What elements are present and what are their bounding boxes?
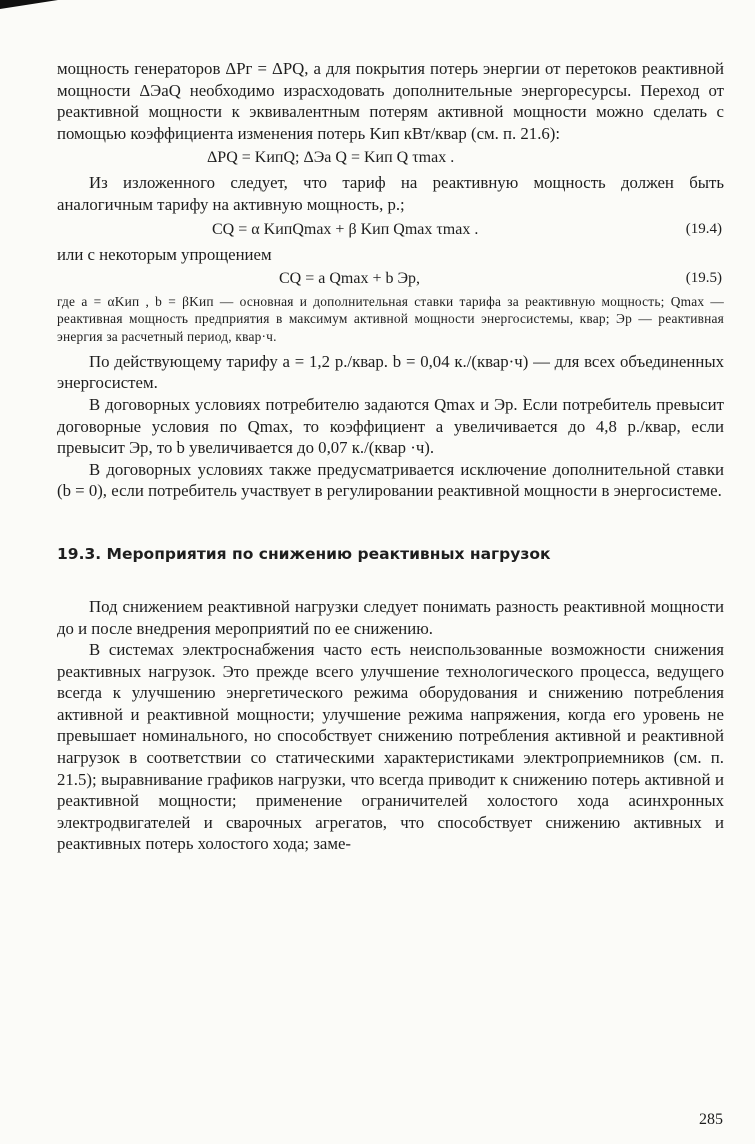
- paragraph-8: В системах электроснабжения часто есть неиспользованные возможности снижения реактивных нагрузок. Это прежде всего улучшение технологического процесса, ведущего всегда к улучшению энергетического режима оборудования и снижению потребления активной и реактивной мощности; улучшение режима напряжения, когда его уровень не превышает номинального, но способствует снижению потребления активной и реактивной нагрузок в соответствии со статическими характеристиками электроприемников (см. п. 21.5); выравнивание графиков нагрузки, что всегда приводит к снижению потерь активной и реактивной мощности; применение ограничителей холостого хода асинхронных электродвигателей и сварочных агрегатов, что способствует снижению активных и реактивных потерь холостого хода; заме-: [57, 640, 724, 854]
- paragraph-6: В договорных условиях также предусматривается исключение дополнительной ставки (b = 0), если потребитель участвует в регулировании реактивной мощности в энергосистеме.: [57, 459, 724, 501]
- paragraph-5: В договорных условиях потребителю задаются Qmax и Эр. Если потребитель превысит договорные условия по Qmax, то коэффициент a увеличивается до 4,8 р./квар, если превысит Эр, то b увеличивается до 0,07 к./(квар ·ч).: [57, 394, 724, 458]
- paragraph-3: или с некоторым упрощением: [57, 244, 272, 264]
- formula-losses-text: ΔPQ = KипQ; ΔЭa Q = Kип Q τmax .: [207, 149, 455, 167]
- section-heading: 19.3. Мероприятия по снижению реактивных нагрузок: [57, 544, 551, 563]
- formula-19-4-text: CQ = α KипQmax + β Kип Qmax τmax .: [212, 220, 479, 238]
- page-number: 285: [699, 1111, 723, 1128]
- equation-number-19-4: (19.4): [685, 220, 722, 237]
- equation-number-19-5: (19.5): [685, 270, 722, 287]
- formula-19-4: [57, 219, 724, 240]
- paragraph-2: Из изложенного следует, что тариф на реактивную мощность должен быть аналогичным тарифу на активную мощность, р.;: [57, 173, 724, 214]
- formula-19-5-text: CQ = a Qmax + b Эр,: [279, 270, 421, 288]
- scan-corner-mark: [0, 0, 58, 9]
- paragraph-4: По действующему тарифу a = 1,2 р./квар. b = 0,04 к./(квар·ч) — для всех объединенных энергосистем.: [57, 351, 724, 393]
- where-definitions: где a = αKип , b = βKип — основная и дополнительная ставки тарифа за реактивную мощность; Qmax — реактивная мощность предприятия в максимум активной мощности энергосистемы, квар; Эр — реактивная энергия за расчетный период, квар·ч.: [57, 294, 724, 344]
- formula-19-5: [57, 268, 724, 289]
- page-body: [57, 58, 724, 855]
- formula-losses: [57, 147, 724, 168]
- paragraph-7: Под снижением реактивной нагрузки следует понимать разность реактивной мощности до и после внедрения мероприятий по ее снижению.: [57, 596, 724, 638]
- paragraph-1: мощность генераторов ΔPг = ΔPQ, а для покрытия потерь энергии от перетоков реактивной мощности ΔЭaQ необходимо израсходовать дополнительные энергоресурсы. Переход от реактивной мощности к эквивалентным потерям активной мощности можно сделать с помощью коэффициента изменения потерь Kип кВт/квар (см. п. 21.6):: [57, 59, 724, 143]
